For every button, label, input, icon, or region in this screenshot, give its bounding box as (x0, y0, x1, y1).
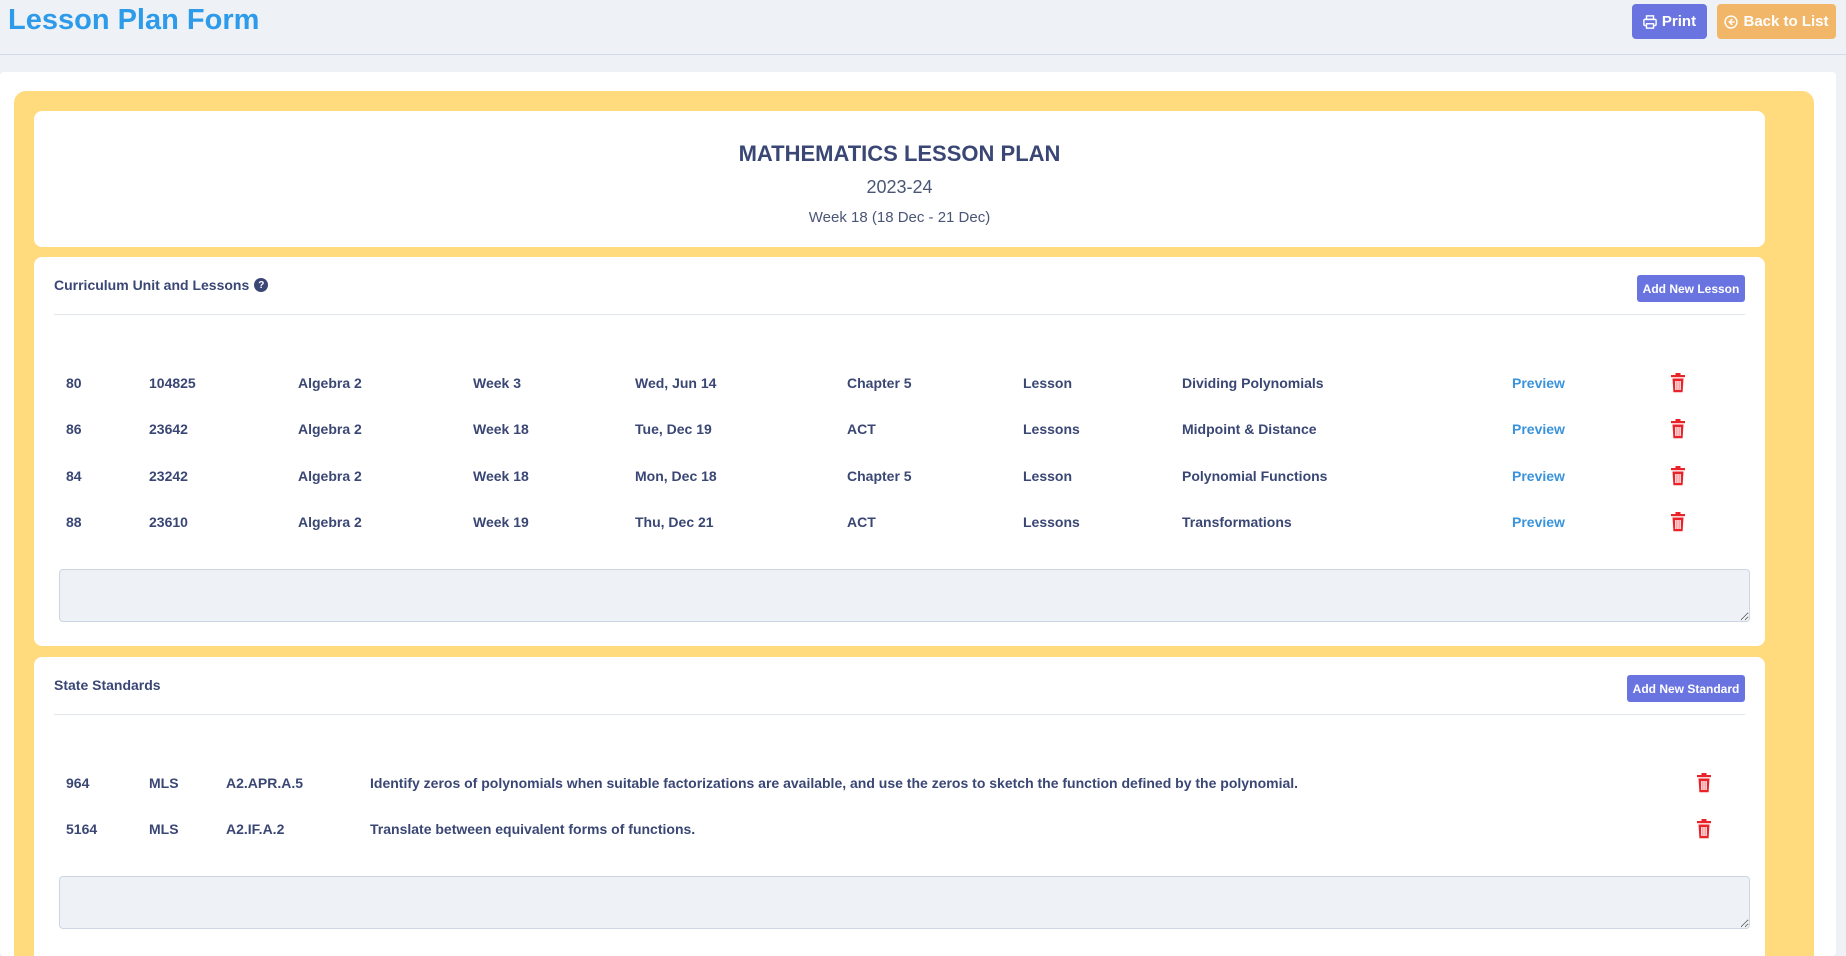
lesson-id: 80 (66, 375, 82, 391)
lesson-course: Algebra 2 (298, 375, 362, 391)
lesson-type: Lessons (1023, 421, 1080, 437)
lesson-date: Wed, Jun 14 (635, 375, 717, 391)
lesson-code: 23610 (149, 514, 188, 530)
lesson-week: Week 18 (473, 421, 529, 437)
lesson-code: 104825 (149, 375, 196, 391)
standard-id: 5164 (66, 821, 98, 837)
lesson-course: Algebra 2 (298, 468, 362, 484)
standard-code: A2.APR.A.5 (226, 775, 304, 791)
plan-header-card (34, 111, 1765, 247)
trash-icon[interactable] (1670, 466, 1686, 486)
lesson-week: Week 3 (473, 375, 521, 391)
standards-section-title (54, 677, 161, 693)
lesson-course: Algebra 2 (298, 514, 362, 530)
standard-row (34, 771, 1765, 795)
standard-row (34, 817, 1765, 841)
lesson-row (34, 464, 1765, 488)
lesson-chapter: Chapter 5 (847, 375, 912, 391)
add-new-lesson-button[interactable]: Add New Lesson (1637, 275, 1745, 302)
lesson-topic: Midpoint & Distance (1182, 421, 1317, 437)
lesson-type: Lesson (1023, 375, 1073, 391)
plan-year: 2023-24 (866, 177, 933, 197)
lesson-week: Week 18 (473, 468, 529, 484)
lesson-code: 23642 (149, 421, 188, 437)
preview-link[interactable]: Preview (1512, 375, 1565, 391)
lesson-topic: Transformations (1182, 514, 1292, 530)
lesson-chapter: ACT (847, 421, 876, 437)
standard-source: MLS (149, 821, 179, 837)
curriculum-title-text: Curriculum Unit and Lessons (54, 277, 250, 293)
standards-title-text: State Standards (54, 677, 161, 693)
standard-code: A2.IF.A.2 (226, 821, 285, 837)
plan-title: MATHEMATICS LESSON PLAN (738, 141, 1061, 166)
curriculum-card (34, 257, 1765, 646)
preview-link[interactable]: Preview (1512, 468, 1565, 484)
plan-week: Week 18 (18 Dec - 21 Dec) (808, 209, 991, 226)
trash-icon[interactable] (1670, 512, 1686, 532)
lesson-type: Lesson (1023, 468, 1073, 484)
standard-description: Identify zeros of polynomials when suitable factorizations are available, and use the zeros to sketch the function defined by the polynomial. (370, 775, 1299, 791)
standards-divider (54, 714, 1745, 715)
curriculum-section-title (54, 277, 268, 293)
back-to-list-button[interactable] (1717, 4, 1836, 39)
standard-description: Translate between equivalent forms of functions. (370, 821, 696, 837)
standards-notes-input[interactable] (59, 876, 1750, 929)
lesson-course: Algebra 2 (298, 421, 362, 437)
standard-id: 964 (66, 775, 90, 791)
lesson-chapter: Chapter 5 (847, 468, 912, 484)
circle-arrow-left-icon (1724, 15, 1738, 29)
lesson-week: Week 19 (473, 514, 529, 530)
printer-icon (1643, 15, 1657, 29)
standards-card (34, 657, 1765, 956)
print-button[interactable] (1632, 4, 1707, 39)
preview-link[interactable]: Preview (1512, 514, 1565, 530)
lesson-row (34, 417, 1765, 441)
lesson-row (34, 510, 1765, 534)
lesson-date: Mon, Dec 18 (635, 468, 717, 484)
trash-icon[interactable] (1670, 419, 1686, 439)
lesson-id: 84 (66, 468, 82, 484)
lesson-topic: Dividing Polynomials (1182, 375, 1324, 391)
lesson-id: 88 (66, 514, 82, 530)
print-label: Print (1661, 13, 1697, 30)
preview-link[interactable]: Preview (1512, 421, 1565, 437)
standard-source: MLS (149, 775, 179, 791)
page-title: Lesson Plan Form (8, 4, 260, 36)
curriculum-notes-input[interactable] (59, 569, 1750, 622)
lesson-chapter: ACT (847, 514, 876, 530)
lesson-date: Thu, Dec 21 (635, 514, 714, 530)
curriculum-divider (54, 314, 1745, 315)
trash-icon[interactable] (1696, 819, 1712, 839)
back-label: Back to List (1743, 13, 1829, 30)
add-new-standard-button[interactable]: Add New Standard (1627, 675, 1745, 702)
top-bar (0, 0, 1846, 55)
lesson-topic: Polynomial Functions (1182, 468, 1328, 484)
lesson-type: Lessons (1023, 514, 1080, 530)
lesson-code: 23242 (149, 468, 188, 484)
trash-icon[interactable] (1670, 373, 1686, 393)
lesson-row (34, 371, 1765, 395)
lesson-id: 86 (66, 421, 82, 437)
question-circle-icon[interactable]: ? (254, 278, 268, 292)
lesson-date: Tue, Dec 19 (635, 421, 712, 437)
trash-icon[interactable] (1696, 773, 1712, 793)
